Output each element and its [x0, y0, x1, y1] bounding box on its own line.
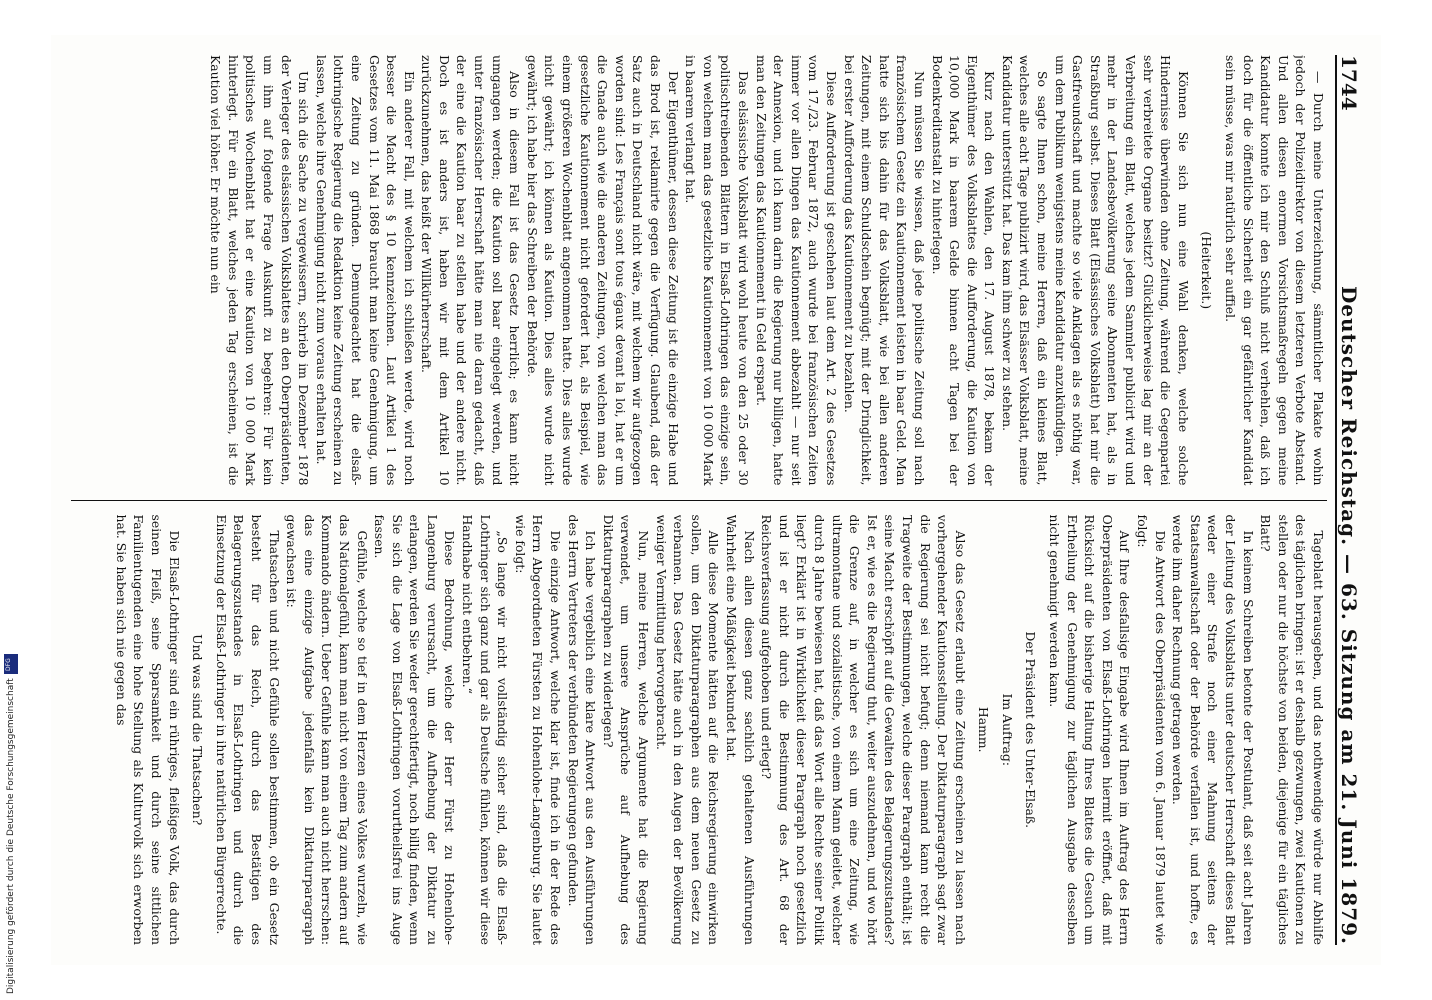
paragraph: Nun müssen Sie wissen, daß jede politische Zeitung soll nach französischem Gesetz ein Kautionnement leisten in baar Geld. Man hatte sich bis dahin für das Volksblatt, wie bei allen anderen Zeitungen, mit einem Schuldschein begnügt; mit der Dringlichkeit, bei erster Aufforderung das Kautionnement zu bezahlen. [841, 55, 927, 486]
paragraph: Also das Gesetz erlaubt eine Zeitung erscheinen zu lassen nach vorhergehender Kautionsstellung. Der Diktaturparagraph sagt zwar die Regierung sei nicht befugt; denn niemand kann recht die Tragweite der Bestimmungen, welche dieser Paragraph enthält; ist seine Macht erschöpft auf die Gewalten des Belagerungszustandes? Ist er, wie es die Regierung thut, weiter auszudehnen, und wo hört die Grenze auf, in welcher es sich um eine Zeitung, wie ultramontane und sozialistische, von einem Mann geleitet, welcher durch 8 Jahre bewiesen hat, daß das Wort alle Rechte seiner Politik liegt? Erklärt ist in Wirklichkeit dieser Paragraph noch gesetzlich und ist er nicht durch die Bestimmung des Art. 68 der Reichsverfassung aufgehoben und erlegt? [759, 514, 968, 945]
left-column [71, 55, 1327, 486]
page-number: 1744 [1337, 55, 1361, 111]
paragraph: Im Auftrag: [999, 693, 1015, 766]
paragraph: Die Elsaß-Lothringer sind ein rühriges, fleißiges Volk, das durch seinen Fleiß, seine Sparsamkeit und durch seine sittlichen Familientugenden eine hohe Stellung als Kulturvolk sich erworben hat. Sie haben sich nie gegen das [113, 514, 182, 945]
paragraph: Tageblatt herausgeben, und das nothwendige würde nur Abhilfe des täglichen bringen: ist er deshalb gezwungen, zwei Kautionen zu stellen oder nur die höchste von beiden, diejenige für ein tägliches Blatt? [1258, 514, 1326, 945]
paragraph: Kurz nach den Wahlen, den 17. August 1878, bekam der Eigenthümer des Volksblattes die Aufforderung, die Kaution von 10,000 Mark in baarem Gelde binnen acht Tagen bei der Bodenkreditanstalt zu hinterlegen. [929, 55, 998, 486]
paragraph: Um sich die Sache zu vergewissern, schrieb im Dezember 1878 der Verleger des elsässischen Volksblattes an den Oberpräsidenten, um ihm auf folgende Frage Auskunft zu begehren: Für kein politisches Wochenblatt hat er eine Kaution von 10 000 Mark hinterlegt. Für ein Blatt, welches jeden Tag erscheinen, ist die Kaution viel höher. Er möchte nun ein [208, 55, 312, 486]
dfg-logo: DFG [4, 654, 18, 674]
paragraph: Nun, meine Herren, welche Argumente hat die Regierung verwendet, um unsere Ansprüche auf Aufhebung des Diktaturparagraphen zu widerlegen? [600, 514, 652, 945]
rotated-document-page [51, 35, 1381, 965]
text-columns [71, 55, 1327, 945]
paragraph: Der Eigenthümer, dessen diese Zeitung ist die einzige Habe und das Brod ist, reklamirte gegen die Verfügung. Glaubend, daß der Satz auch in Deutschland nicht wäre, mit welchem wir aufgezogen worden sind: Les Français sont tous égaux devant la loi, hat er um die Gnade auch wie die anderen Zeitungen, von welchen man das gesetzliche Kautionnement nicht gefordert hat, als Beispiel, wie einem größeren Wochenblatt angenommen hatte. Dies alles wurde nicht gewährt; ich können als Kaution. Dies alles wurde nicht gewährt; ich habe hier das Schreiben der Behörde. [524, 55, 681, 486]
paragraph: Gefühle, welche so tief in dem Herzen eines Volkes wurzeln, wie das Nationalgefühl, kann man nicht von einem Tag zum andern auf Kommando ändern. Ueber Gefühle kann man auch nicht herrschen: das eine einzige Aufgabe jedenfalls kein Diktaturparagraph gewachsen ist: [284, 514, 370, 945]
paragraph: Ein anderer Fall, mit welchem ich schließen werde, wird noch besser die Macht des § 10 kennzeichnen. Laut Artikel 1 des Gesetzes vom 11. Mai 1868 braucht man keine Genehmigung, um eine Zeitung zu gründen. Demungeachtet hat die elsaß-lothringische Regierung die Redaktion keine Zeitung erscheinen zu lassen, welche ihre Genehmigung nicht zum voraus erhalten hat. [313, 55, 417, 486]
paragraph: In keinem Schreiben betonte der Postulant, daß seit acht Jahren der Leitung des Volksblatts unter deutscher Herrschaft dieses Blatt weder einer Strafe noch einer Mahnung seitens der Staatsanwaltschaft oder der Behörde verfallen ist, und hoffte, es werde ihm daher Rechnung getragen werden. [1170, 514, 1256, 945]
credit-text: Digitalisierung gefördert durch die Deutsche Forschungsgemeinschaft [6, 678, 16, 994]
paragraph: So sagte Ihnen schon, meine Herren, daß ein kleines Blatt, welches alle acht Tage publizirt wird, das Elsässer Volksblatt, meine Kandidatur unterstützt hat. Das kam ihm schwer zu stehen. [999, 55, 1051, 486]
paragraph: Die Antwort des Oberpräsidenten vom 6. Januar 1879 lautet wie folgt: [1135, 514, 1168, 945]
paragraph: Thatsachen und nicht Gefühle sollen bestimmen, ob ein Gesetz besteht für das Reich, durch das Bestätigen des Belagerungszustandes in Elsaß-Lothringen und durch die Einsetzung der Elsaß-Lothringer in ihre natürlichen Bürgerrechte. [213, 514, 282, 945]
paragraph: Hamm. [976, 706, 992, 753]
digitization-credit [4, 600, 18, 994]
page-title: Deutscher Reichstag. — 63. Sitzung am 21. Juni 1879. [1337, 285, 1361, 945]
paragraph: „So lange wir nicht vollständig sicher sind, daß die Elsaß-Lothringer sich ganz und gar als Deutsche fühlen, können wir diese Handhabe nicht entbehren.“ [460, 514, 511, 945]
paragraph: Alle diese Momente hätten auf die Reichsregierung einwirken sollen, um den Diktaturparagraphen aus dem neuen Gesetz zu verbannen. Das Gesetz hätte auch in den Augen der Bevölkerung weniger Vermittlung hervorgebracht. [653, 514, 722, 945]
paragraph: Ich habe vergeblich eine klare Antwort aus den Ausführungen des Herrn Vertreters der verbündeten Regierungen gefunden. [565, 514, 599, 945]
paragraph: Die einzige Antwort, welche klar ist, finde ich in der Rede des Herrn Abgeordneten Fürsten zu Hohenlohe-Langenburg. Sie lautet wie folgt: [512, 514, 564, 945]
paragraph: Das elsässische Volksblatt wird wohl heute von den 25 oder 30 politischtreibenden Blättern in Elsaß-Lothringen das einzige sein, von welchem man das gesetzliche Kautionnement von 10 000 Mark in baarem verlangt hat. [683, 55, 751, 486]
paragraph: Können Sie sich nun eine Wahl denken, welche solche Hindernisse überwinden ohne Zeitung, während die Gegenpartei sehr verbreitete Organe besitzt? Glücklicherweise lag mir an der Verbreitung ein Blatt, welches jedem Sammler publicirt wird und mehr in der Landesbevölkerung seine Abonnenten hat, als in Straßburg selbst. Dieses Blatt (Elsässisches Volksblatt) hat mir die Gastfreundschaft und machte so viele Anklagen als es nöthig war, um dem Publikum wenigstens meine Kandidatur anzukündigen. [1052, 55, 1191, 486]
paragraph: Also in diesem Fall ist das Gesetz herrlich; es kann nicht umgangen werden; die Kaution soll baar eingelegt werden, und unter französischer Herrschaft hätte man nie daran gedacht, daß der eine die Kaution baar zu stellen habe und der andere nicht. Doch es ist anders ist, haben wir mit dem Artikel 10 zurückzunehmen, das heißt der Willkürherrschaft. [419, 55, 523, 486]
paragraph: (Heiterkeit.) [1199, 231, 1215, 310]
paragraph: Und was sind die Thatsachen? [190, 634, 206, 826]
paragraph: Diese Bedrohung, welche der Herr Fürst zu Hohenlohe-Langenburg verursacht, um die Aufhebung der Diktatur zu erlangen, werden Sie weder gerechtfertigt, noch billig finden, wenn Sie sich die Lage von Elsaß-Lothringen vorurtheilsfrei ins Auge fassen. [372, 514, 458, 945]
page-header [1335, 55, 1371, 945]
paragraph: Der Präsident des Unter-Elsaß. [1023, 631, 1039, 829]
paragraph: Diese Aufforderung ist geschehen laut dem Art. 2 des Gesetzes vom 17./23. Februar 1872, auch wurde bei französischen Zeiten immer vor allen Dingen das Kautionnement abbezahlt — nur seit der Annexion, und ich kann darin die Regierung nur billigen, hatte man den Zeitungen das Kautionnement in Geld erspart. [753, 55, 839, 486]
column-divider [71, 500, 1327, 501]
right-column [71, 515, 1327, 946]
paragraph: Nach allen diesen ganz sachlich gehaltenen Ausführungen Wahrheit eine Mäßigkeit bekundet hat. [724, 514, 757, 945]
paragraph: Auf Ihre desfallsige Eingabe wird Ihnen im Auftrag des Herrn Oberpräsidenten von Elsaß-Lothringen hiermit eröffnet, daß mit Rücksicht auf die bisherige Haltung Ihres Blattes die Gesuch um Ertheilung der Genehmigung zur täglichen Ausgabe desselben nicht genehmigt werden kann. [1047, 514, 1133, 945]
paragraph: — Durch meine Unterzeichnung, sämmtlicher Plakate wohin jedoch der Polizeidirektor von diesem letzteren Verbote Abstand. Und allen diesen enormen Vorsichtsmaßregeln gegen meine Kandidatur konnte ich mir den Schluß nicht verhehlen, daß ich doch für die öffentliche Sicherheit ein gar gefährlicher Kandidat sein müsse, was mir natürlich sehr auffiel. [1223, 55, 1326, 486]
